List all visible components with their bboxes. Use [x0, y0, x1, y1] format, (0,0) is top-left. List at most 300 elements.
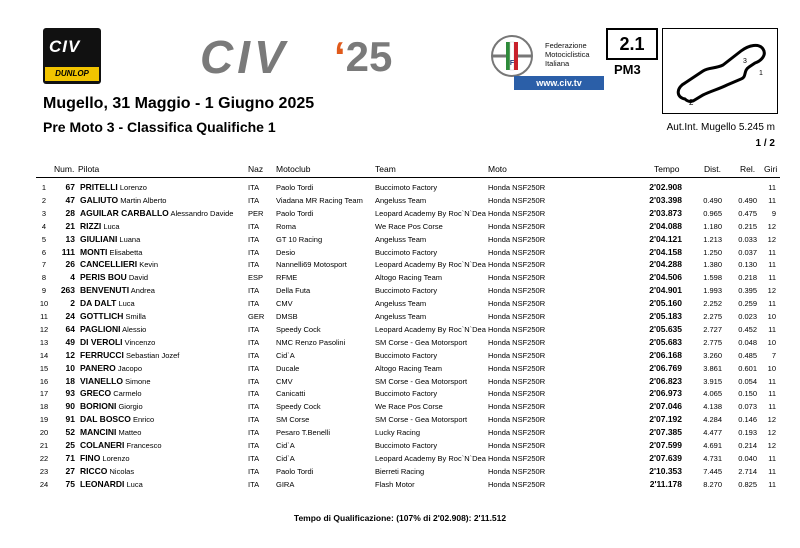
- position: 12: [39, 324, 49, 334]
- nationality: ESP: [248, 273, 264, 283]
- gap-to-leader: 2.775: [703, 337, 722, 347]
- team: Buccimoto Factory: [375, 389, 438, 399]
- nationality: GER: [248, 312, 265, 321]
- rider-name: [80, 258, 158, 271]
- lap-time: 2'06.168: [649, 349, 682, 360]
- rider-number: 2: [70, 298, 75, 309]
- gap-to-previous: 0.215: [738, 221, 757, 231]
- laps: 10: [767, 363, 776, 373]
- rider-surname: BENVENUTI: [80, 285, 130, 296]
- nationality: ITA: [248, 195, 260, 205]
- motorcycle: Honda NSF250R: [488, 441, 546, 450]
- nationality: ITA: [248, 234, 260, 244]
- rider-surname: FINO: [80, 452, 101, 463]
- gap-to-leader: 3.260: [703, 350, 722, 360]
- rider-surname: MANCINI: [80, 427, 117, 438]
- rider-surname: GRECO: [80, 388, 112, 399]
- gap-to-previous: 0.218: [738, 273, 757, 283]
- laps: 11: [768, 183, 776, 192]
- track-info: Aut.Int. Mugello 5.245 m: [666, 122, 775, 133]
- dunlop-logo: DUNLOP: [45, 67, 99, 81]
- rider-first-name: Alessandro Davide: [170, 208, 234, 218]
- gap-to-previous: 0.073: [738, 402, 757, 412]
- rider-first-name: Luca: [118, 299, 135, 309]
- rider-number: 4: [70, 272, 75, 283]
- team: Angeluss Team: [375, 299, 427, 309]
- laps: 9: [771, 208, 776, 218]
- nationality: ITA: [248, 247, 260, 257]
- motoclub: Speedy Cock: [276, 324, 321, 334]
- rider-surname: BORIONI: [80, 401, 117, 412]
- rider-number: 26: [65, 259, 75, 270]
- lap-time: 2'07.385: [649, 427, 682, 438]
- motoclub: GT 10 Racing: [276, 234, 323, 244]
- motoclub: Viadana MR Racing Team: [276, 195, 363, 205]
- laps: 11: [768, 247, 776, 257]
- rider-first-name: Jacopo: [117, 363, 143, 373]
- rider-name: [80, 323, 146, 336]
- team: Leopard Academy By Roc`N`Dea: [375, 208, 486, 218]
- gap-to-leader: 1.180: [703, 221, 722, 231]
- motorcycle: Honda NSF250R: [488, 363, 546, 373]
- lap-time: 2'07.046: [649, 401, 682, 412]
- team: Angeluss Team: [375, 195, 427, 205]
- civ-dunlop-logo: [43, 28, 101, 84]
- col-header-dist: Dist.: [704, 164, 721, 174]
- laps: 12: [767, 286, 776, 296]
- laps: 11: [768, 299, 776, 309]
- fmi-line-2: Motociclistica: [545, 50, 590, 59]
- rider-name: [80, 349, 179, 362]
- team: Buccimoto Factory: [375, 183, 438, 192]
- rider-number: 93: [65, 388, 75, 399]
- team: Buccimoto Factory: [375, 286, 438, 296]
- rider-name: [80, 233, 140, 246]
- motorcycle: Honda NSF250R: [488, 324, 546, 334]
- motorcycle: Honda NSF250R: [488, 479, 546, 489]
- rider-number: 18: [65, 375, 75, 386]
- team: SM Corse - Gea Motorsport: [375, 415, 468, 425]
- motorcycle: Honda NSF250R: [488, 286, 546, 296]
- fmi-emblem-icon: [489, 32, 535, 80]
- lap-time: 2'06.973: [649, 388, 682, 399]
- track-label-3: 3: [743, 58, 747, 65]
- col-header-motoclub: Motoclub: [276, 164, 311, 174]
- motorcycle: Honda NSF250R: [488, 195, 546, 205]
- lap-time: 2'06.823: [649, 375, 682, 386]
- lap-time: 2'04.088: [649, 220, 682, 231]
- nationality: ITA: [248, 415, 260, 425]
- gap-to-leader: 7.445: [703, 466, 722, 476]
- team: Flash Motor: [375, 479, 415, 489]
- rider-first-name: Luana: [119, 234, 141, 244]
- motoclub: Cid`A: [276, 350, 295, 360]
- lap-time: 2'03.398: [649, 194, 682, 205]
- team: SM Corse - Gea Motorsport: [375, 376, 468, 386]
- rider-number: 111: [61, 246, 75, 257]
- nationality: ITA: [248, 183, 260, 192]
- gap-to-leader: 4.691: [703, 441, 722, 450]
- rider-surname: COLANERI: [80, 440, 125, 450]
- rider-surname: RICCO: [80, 465, 108, 476]
- rider-first-name: David: [128, 273, 149, 283]
- rider-name: [80, 452, 130, 465]
- gap-to-leader: 1.213: [703, 234, 722, 244]
- rider-number: 91: [65, 414, 75, 425]
- col-header-moto: Moto: [488, 164, 507, 174]
- rider-name: [80, 194, 166, 207]
- laps: 11: [768, 479, 776, 489]
- team: Leopard Academy By Roc`N`Dea: [375, 324, 486, 334]
- motoclub: Speedy Cock: [276, 402, 321, 412]
- lap-time: 2'05.683: [649, 336, 682, 347]
- motoclub: CMV: [276, 376, 293, 386]
- position: 21: [39, 441, 49, 450]
- track-map-icon: [662, 28, 778, 114]
- gap-to-leader: 4.284: [703, 415, 722, 425]
- table-row: [0, 181, 800, 194]
- rider-name: [80, 246, 142, 259]
- motoclub: Della Futa: [276, 286, 311, 296]
- rider-surname: VIANELLO: [80, 375, 123, 386]
- motoclub: DMSB: [276, 312, 298, 321]
- motorcycle: Honda NSF250R: [488, 208, 546, 218]
- motorcycle: Honda NSF250R: [488, 221, 546, 231]
- team: Leopard Academy By Roc`N`Dea: [375, 260, 486, 270]
- gap-to-previous: 0.023: [738, 312, 757, 321]
- rider-name: [80, 413, 154, 426]
- gap-to-leader: 1.380: [703, 260, 722, 270]
- position: 16: [39, 376, 49, 386]
- nationality: ITA: [248, 324, 260, 334]
- team: Buccimoto Factory: [375, 350, 438, 360]
- team: Bierreti Racing: [375, 466, 425, 476]
- table-row: [0, 207, 800, 220]
- motoclub: Pesaro T.Benelli: [276, 428, 331, 438]
- position: 5: [41, 234, 47, 244]
- rider-number: 71: [65, 452, 75, 463]
- gap-to-previous: 0.601: [738, 363, 757, 373]
- position: 8: [41, 273, 47, 283]
- rider-first-name: Simone: [125, 376, 151, 386]
- table-row: [0, 362, 800, 375]
- nationality: ITA: [248, 453, 260, 463]
- team: Buccimoto Factory: [375, 441, 438, 450]
- motoclub: Desio: [276, 247, 296, 257]
- table-row: [0, 310, 800, 323]
- laps: 11: [768, 466, 776, 476]
- laps: 12: [767, 415, 776, 425]
- rider-name: [80, 310, 146, 323]
- gap-to-previous: 0.825: [738, 479, 757, 489]
- gap-to-previous: 2.714: [738, 466, 757, 476]
- motoclub: Cid`A: [276, 453, 295, 463]
- motoclub: Ducale: [276, 363, 300, 373]
- motorcycle: Honda NSF250R: [488, 428, 546, 438]
- gap-to-leader: 1.993: [703, 286, 722, 296]
- gap-to-previous: 0.193: [738, 428, 757, 438]
- motorcycle: Honda NSF250R: [488, 453, 546, 463]
- nationality: ITA: [248, 299, 260, 309]
- rider-name: [80, 297, 135, 310]
- position: 10: [39, 299, 49, 309]
- gap-to-previous: 0.214: [738, 441, 757, 450]
- rider-surname: DAL BOSCO: [80, 414, 131, 425]
- motoclub: Paolo Tordi: [276, 208, 314, 218]
- gap-to-leader: 3.861: [703, 363, 722, 373]
- gap-to-previous: 0.037: [738, 247, 757, 257]
- laps: 12: [767, 441, 776, 450]
- table-row: [0, 413, 800, 426]
- gap-to-previous: 0.485: [738, 350, 757, 360]
- gap-to-previous: 0.033: [738, 234, 757, 244]
- motorcycle: Honda NSF250R: [488, 415, 546, 425]
- gap-to-leader: 1.250: [703, 247, 722, 257]
- rider-number: 12: [65, 349, 75, 360]
- lap-time: 2'10.353: [649, 465, 682, 476]
- nationality: ITA: [248, 260, 260, 270]
- gap-to-leader: 0.490: [703, 195, 722, 205]
- table-row: [0, 233, 800, 246]
- gap-to-previous: 0.054: [738, 376, 757, 386]
- table-row: [0, 194, 800, 207]
- motorcycle: Honda NSF250R: [488, 299, 546, 309]
- position: 1: [41, 183, 47, 192]
- rider-surname: LEONARDI: [80, 478, 125, 489]
- position: 11: [40, 312, 48, 321]
- table-row: [0, 284, 800, 297]
- gap-to-leader: 2.727: [703, 324, 722, 334]
- motoclub: Cid`A: [276, 441, 295, 450]
- team: Angeluss Team: [375, 312, 427, 321]
- table-row: [0, 336, 800, 349]
- rider-first-name: Lorenzo: [119, 183, 147, 192]
- header-divider: [36, 177, 780, 178]
- table-row: [0, 439, 800, 452]
- table-row: [0, 271, 800, 284]
- gap-to-leader: 4.477: [703, 428, 722, 438]
- rider-first-name: Vincenzo: [124, 337, 156, 347]
- session-title: Pre Moto 3 - Classifica Qualifiche 1: [43, 119, 276, 135]
- gap-to-previous: 0.150: [738, 389, 757, 399]
- gap-to-previous: 0.130: [738, 260, 757, 270]
- table-row: [0, 400, 800, 413]
- lap-time: 2'04.121: [649, 233, 682, 244]
- gap-to-leader: 1.598: [703, 273, 722, 283]
- position: 23: [39, 466, 49, 476]
- col-header-rel: Rel.: [740, 164, 756, 174]
- gap-to-previous: 0.146: [738, 415, 757, 425]
- rider-name: [80, 336, 155, 349]
- civ-year-text: 25: [345, 33, 393, 80]
- lap-time: 2'11.178: [649, 478, 682, 489]
- team: Leopard Academy By Roc`N`Dea: [375, 453, 486, 463]
- nationality: ITA: [248, 286, 260, 296]
- lap-time: 2'05.183: [649, 311, 682, 321]
- motoclub: Nannelli69 Motosport: [276, 260, 347, 270]
- motoclub: Paolo Tordi: [276, 466, 314, 476]
- track-label-2: 2: [689, 98, 694, 107]
- class-code: PM3: [614, 62, 641, 77]
- rider-number: 28: [65, 207, 75, 218]
- motoclub: Canicatti: [276, 389, 306, 399]
- nationality: ITA: [248, 376, 260, 386]
- gap-to-leader: 2.252: [703, 299, 722, 309]
- motoclub: RFME: [276, 273, 298, 283]
- rider-surname: GIULIANI: [80, 233, 118, 244]
- laps: 11: [768, 324, 776, 334]
- laps: 11: [768, 389, 776, 399]
- rider-surname: PAGLIONI: [80, 323, 121, 334]
- col-header-team: Team: [375, 164, 396, 174]
- rider-first-name: Enrico: [132, 415, 155, 425]
- laps: 11: [768, 260, 776, 270]
- table-row: [0, 452, 800, 465]
- table-row: [0, 465, 800, 478]
- table-row: [0, 387, 800, 400]
- rider-first-name: Smilla: [125, 312, 146, 321]
- motorcycle: Honda NSF250R: [488, 273, 546, 283]
- civ-year-mark: ‘25: [334, 33, 393, 80]
- motoclub: SM Corse: [276, 415, 310, 425]
- gap-to-previous: 0.395: [738, 286, 757, 296]
- civ-website-link[interactable]: www.civ.tv: [514, 76, 604, 90]
- lap-time: 2'04.901: [649, 285, 682, 296]
- team: We Race Pos Corse: [375, 402, 443, 412]
- motoclub: GIRA: [276, 479, 295, 489]
- laps: 12: [767, 234, 776, 244]
- rider-number: 52: [65, 427, 75, 438]
- rider-first-name: Carmelo: [113, 389, 142, 399]
- col-header-tempo: Tempo: [654, 164, 680, 174]
- gap-to-leader: 2.275: [703, 312, 722, 321]
- gap-to-leader: 8.270: [703, 479, 722, 489]
- laps: 12: [767, 428, 776, 438]
- rider-number: 67: [65, 182, 75, 192]
- position: 9: [41, 286, 47, 296]
- lap-time: 2'07.599: [649, 440, 682, 450]
- qualification-time-note: Tempo di Qualificazione: (107% di 2'02.908): 2'11.512: [293, 513, 507, 523]
- team: Altogo Racing Team: [375, 363, 442, 373]
- lap-time: 2'04.506: [649, 272, 682, 283]
- rider-surname: PRITELLI: [80, 182, 118, 192]
- rider-name: [80, 362, 142, 375]
- team: We Race Pos Corse: [375, 221, 443, 231]
- rider-surname: AGUILAR CARBALLO: [80, 207, 169, 218]
- rider-surname: CANCELLIERI: [80, 259, 138, 270]
- position: 6: [41, 247, 47, 257]
- position: 13: [39, 337, 49, 347]
- motorcycle: Honda NSF250R: [488, 234, 546, 244]
- laps: 10: [767, 337, 776, 347]
- laps: 7: [771, 350, 776, 360]
- lap-time: 2'03.873: [649, 207, 682, 218]
- rider-number: 75: [65, 478, 75, 489]
- team: SM Corse - Gea Motorsport: [375, 337, 468, 347]
- gap-to-leader: 4.065: [703, 389, 722, 399]
- rider-surname: PERIS BOU: [80, 272, 127, 283]
- gap-to-previous: 0.048: [738, 337, 757, 347]
- nationality: ITA: [248, 479, 260, 489]
- civ-badge-text: CIV: [49, 37, 81, 56]
- motorcycle: Honda NSF250R: [488, 389, 546, 399]
- civ-wordmark: CIV: [200, 31, 289, 83]
- motorcycle: Honda NSF250R: [488, 247, 546, 257]
- position: 14: [39, 350, 49, 360]
- rider-first-name: Luca: [103, 221, 120, 231]
- rider-number: 13: [65, 233, 75, 244]
- team: Angeluss Team: [375, 234, 427, 244]
- rider-first-name: Lorenzo: [102, 453, 130, 463]
- rider-name: [80, 375, 151, 388]
- table-row: [0, 246, 800, 259]
- nationality: ITA: [248, 402, 260, 412]
- col-header-num: Num.: [54, 164, 75, 174]
- rider-number: 64: [65, 323, 75, 334]
- table-row: [0, 375, 800, 388]
- nationality: ITA: [248, 350, 260, 360]
- nationality: ITA: [248, 466, 260, 476]
- nationality: ITA: [248, 337, 260, 347]
- rider-surname: MONTI: [80, 246, 108, 257]
- gap-to-previous: 0.475: [738, 208, 757, 218]
- team: Altogo Racing Team: [375, 273, 442, 283]
- motoclub: CMV: [276, 299, 293, 309]
- nationality: ITA: [248, 389, 260, 399]
- rider-first-name: Nicolas: [109, 466, 135, 476]
- col-header-pilota: Pilota: [78, 164, 100, 174]
- laps: 11: [768, 195, 776, 205]
- table-row: [0, 426, 800, 439]
- rider-first-name: Francesco: [126, 441, 162, 450]
- motorcycle: Honda NSF250R: [488, 350, 546, 360]
- laps: 11: [768, 402, 776, 412]
- motoclub: Roma: [276, 221, 297, 231]
- rider-first-name: Martin Alberto: [120, 195, 167, 205]
- table-row: [0, 220, 800, 233]
- gap-to-leader: 0.965: [703, 208, 722, 218]
- lap-time: 2'04.288: [649, 259, 682, 270]
- lap-time: 2'02.908: [649, 182, 682, 192]
- table-row: [0, 349, 800, 362]
- rider-surname: PANERO: [80, 362, 116, 373]
- rider-number: 25: [65, 440, 75, 450]
- rider-number: 47: [65, 194, 75, 205]
- position: 2: [41, 195, 47, 205]
- rider-name: [80, 465, 134, 478]
- laps: 12: [767, 221, 776, 231]
- col-header-naz: Naz: [248, 164, 264, 174]
- gap-to-previous: 0.490: [738, 195, 757, 205]
- gap-to-previous: 0.040: [738, 453, 757, 463]
- rider-name: [80, 271, 148, 284]
- event-title: Mugello, 31 Maggio - 1 Giugno 2025: [43, 95, 315, 112]
- motorcycle: Honda NSF250R: [488, 312, 546, 321]
- table-row: [0, 297, 800, 310]
- rider-name: [80, 207, 233, 220]
- motorcycle: Honda NSF250R: [488, 376, 546, 386]
- nationality: ITA: [248, 428, 260, 438]
- table-row: [0, 323, 800, 336]
- team: Lucky Racing: [375, 428, 421, 438]
- rider-surname: FERRUCCI: [80, 349, 124, 360]
- nationality: ITA: [248, 363, 260, 373]
- gap-to-leader: 3.915: [703, 376, 722, 386]
- rider-number: 24: [65, 311, 75, 321]
- rider-surname: GOTTLICH: [80, 311, 124, 321]
- laps: 10: [767, 312, 776, 321]
- motorcycle: Honda NSF250R: [488, 466, 546, 476]
